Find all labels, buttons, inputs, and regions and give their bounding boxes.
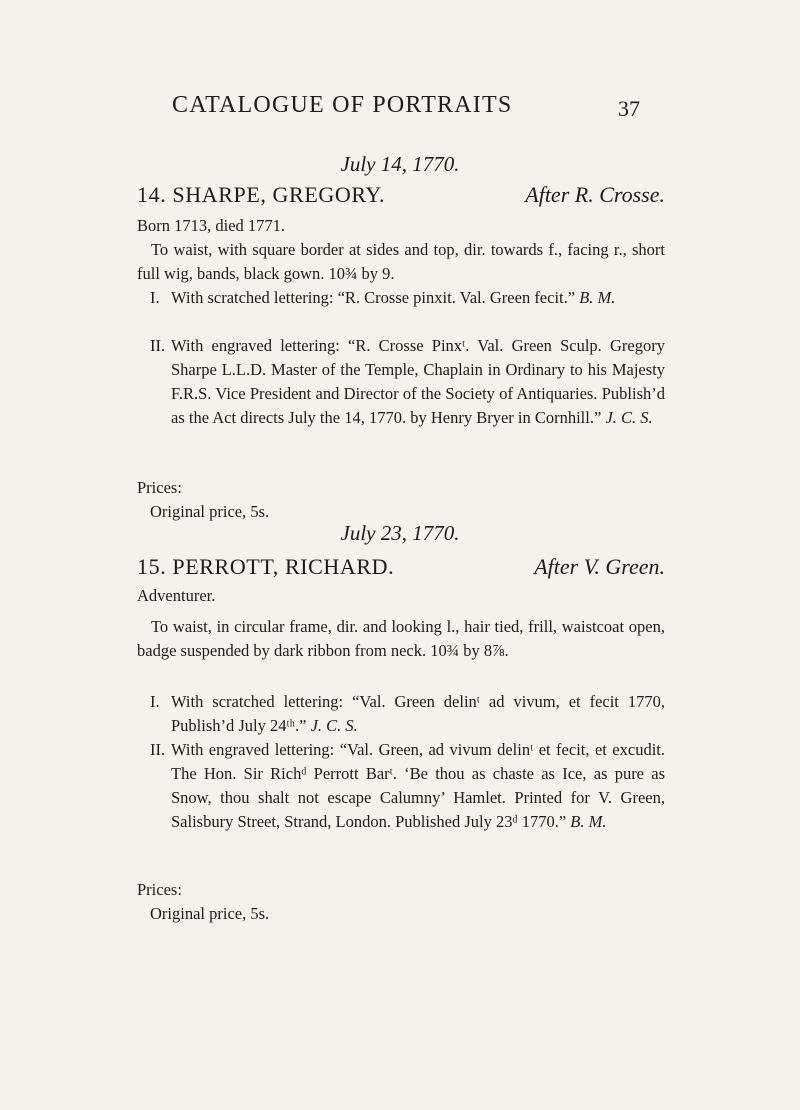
- entry-heading: [137, 554, 665, 580]
- price-line: Original price, 5s.: [150, 502, 270, 521]
- entry-born: Born 1713, died 1771.: [137, 216, 286, 235]
- page-number: 37: [618, 96, 640, 121]
- entry-description: To waist, with square border at sides and top, dir. towards f., facing r., short full wig, bands, black gown. 10¾ by 9.: [137, 240, 665, 283]
- running-header: [172, 92, 640, 121]
- state-initials: B. M.: [570, 812, 607, 831]
- entry-after: After R. Crosse.: [525, 182, 665, 207]
- entry-description: To waist, in circular frame, dir. and looking l., hair tied, frill, waistcoat open, badge suspended by dark ribbon from neck. 10¾ by 8⅞.: [137, 617, 665, 660]
- entry-heading: [137, 182, 665, 208]
- running-title: CATALOGUE OF PORTRAITS: [172, 92, 513, 118]
- entry-date: July 23, 1770.: [340, 521, 460, 545]
- state-initials: J. C. S.: [310, 716, 358, 735]
- prices-label: Prices:: [137, 880, 182, 899]
- state-initials: J. C. S.: [605, 408, 653, 427]
- state-number: II.: [150, 740, 166, 759]
- state-item: [150, 286, 665, 310]
- entry-after: After V. Green.: [534, 554, 665, 579]
- entry-born: Adventurer.: [137, 586, 216, 605]
- state-text: With scratched lettering: “R. Crosse pinxit. Val. Green fecit.”: [171, 288, 576, 307]
- state-text: With scratched lettering: “Val. Green delinᵗ ad vivum, et fecit 1770, Publish’d July 24ᵗʰ.”: [171, 692, 665, 735]
- state-item: [150, 690, 665, 738]
- state-text: With engraved lettering: “Val. Green, ad vivum delinᵗ et fecit, et excudit. The Hon. Sir Richᵈ Perrott Barᵗ. ‘Be thou as chaste as Ice, as pure as Snow, thou shalt not escape Calumny’ Hamlet. Printed for V. Green, Salisbury Street, Strand, London. Published July 23ᵈ 1770.”: [171, 740, 665, 831]
- entry-name: 15. PERROTT, RICHARD.: [137, 554, 395, 579]
- prices-label: Prices:: [137, 478, 182, 497]
- price-line: Original price, 5s.: [150, 904, 270, 923]
- entry-name: 14. SHARPE, GREGORY.: [137, 182, 386, 207]
- state-number: I.: [150, 692, 160, 711]
- state-initials: B. M.: [579, 288, 616, 307]
- state-item: [150, 738, 665, 834]
- state-number: II.: [150, 336, 166, 355]
- state-text: With engraved lettering: “R. Crosse Pinxᵗ. Val. Green Sculp. Gregory Sharpe L.L.D. Master of the Temple, Chaplain in Ordinary to his Majesty F.R.S. Vice President and Director of the Society of Antiquaries. Publish’d as the Act directs July the 14, 1770. by Henry Bryer in Cornhill.”: [171, 336, 665, 427]
- state-item: [150, 334, 665, 430]
- state-number: I.: [150, 288, 160, 307]
- entry-date: July 14, 1770.: [340, 152, 460, 176]
